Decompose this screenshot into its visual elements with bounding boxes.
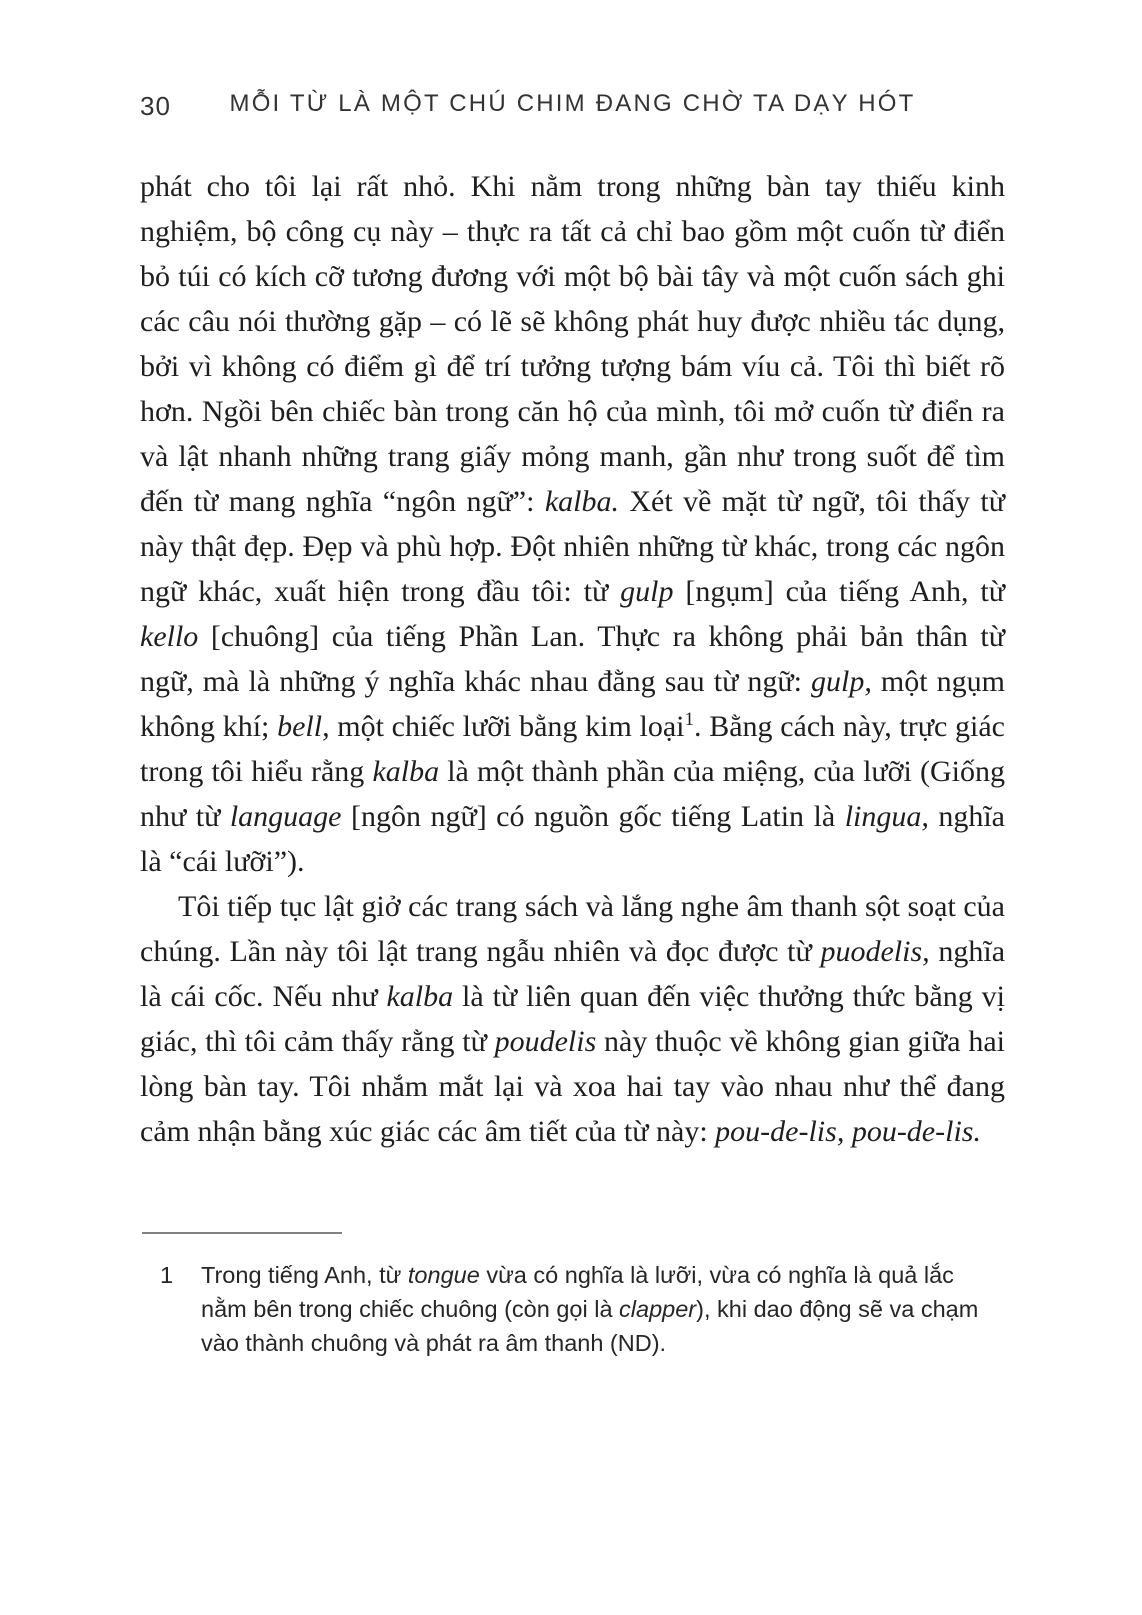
paragraph: phát cho tôi lại rất nhỏ. Khi nằm trong những bàn tay thiếu kinh nghiệm, bộ công cụ này – thực ra tất cả chỉ bao gồm một cuốn từ điển bỏ túi có kích cỡ tương đương với một bộ bài tây và một cuốn sách ghi các câu nói thường gặp – có lẽ sẽ không phát huy được nhiều tác dụng, bởi vì không có điểm gì để trí tưởng tượng bám víu cả. Tôi thì biết rõ hơn. Ngồi bên chiếc bàn trong căn hộ của mình, tôi mở cuốn từ điển ra và lật nhanh những trang giấy mỏng manh, gần như trong suốt để tìm đến từ mang nghĩa “ngôn ngữ”: kalba. Xét về mặt từ ngữ, tôi thấy từ này thật đẹp. Đẹp và phù hợp. Đột nhiên những từ khác, trong các ngôn ngữ khác, xuất hiện trong đầu tôi: từ gulp [ngụm] của tiếng Anh, từ kello [chuông] của tiếng Phần Lan. Thực ra không phải bản thân từ ngữ, mà là những ý nghĩa khác nhau đằng sau từ ngữ: gulp, một ngụm không khí; bell, một chiếc lưỡi bằng kim loại$^1$. Bằng cách này, trực giác trong tôi hiểu rằng kalba là một thành phần của miệng, của lưỡi (Giống như từ language [ngôn ngữ] có nguồn gốc tiếng Latin là lingua, nghĩa là “cái lưỡi”).	[140, 170, 1006, 878]
body-text	[140, 164, 1005, 1154]
page-header	[140, 90, 1005, 122]
footnote-text: Trong tiếng Anh, từ tongue vừa có nghĩa là lưỡi, vừa có nghĩa là quả lắc nằm bên trong chiếc chuông (còn gọi là clapper), khi dao động sẽ va chạm vào thành chuông và phát ra âm thanh (ND).	[201, 1262, 979, 1356]
footnote	[140, 1258, 1005, 1360]
footnote-divider	[142, 1232, 342, 1234]
page-number: 30	[140, 91, 171, 121]
running-title: MỖI TỪ LÀ MỘT CHÚ CHIM ĐANG CHỜ TA DẠY HÓT	[229, 90, 916, 117]
paragraph: Tôi tiếp tục lật giở các trang sách và lắng nghe âm thanh sột soạt của chúng. Lần này tôi lật trang ngẫu nhiên và đọc được từ puodelis, nghĩa là cái cốc. Nếu như kalba là từ liên quan đến việc thưởng thức bằng vị giác, thì tôi cảm thấy rằng từ poudelis này thuộc về không gian giữa hai lòng bàn tay. Tôi nhắm mắt lại và xoa hai tay vào nhau như thể đang cảm nhận bằng xúc giác các âm tiết của từ này: pou-de-lis, pou-de-lis.	[140, 890, 1006, 1148]
footnote-marker: 1	[160, 1262, 174, 1288]
footnote-area	[140, 1232, 1005, 1360]
